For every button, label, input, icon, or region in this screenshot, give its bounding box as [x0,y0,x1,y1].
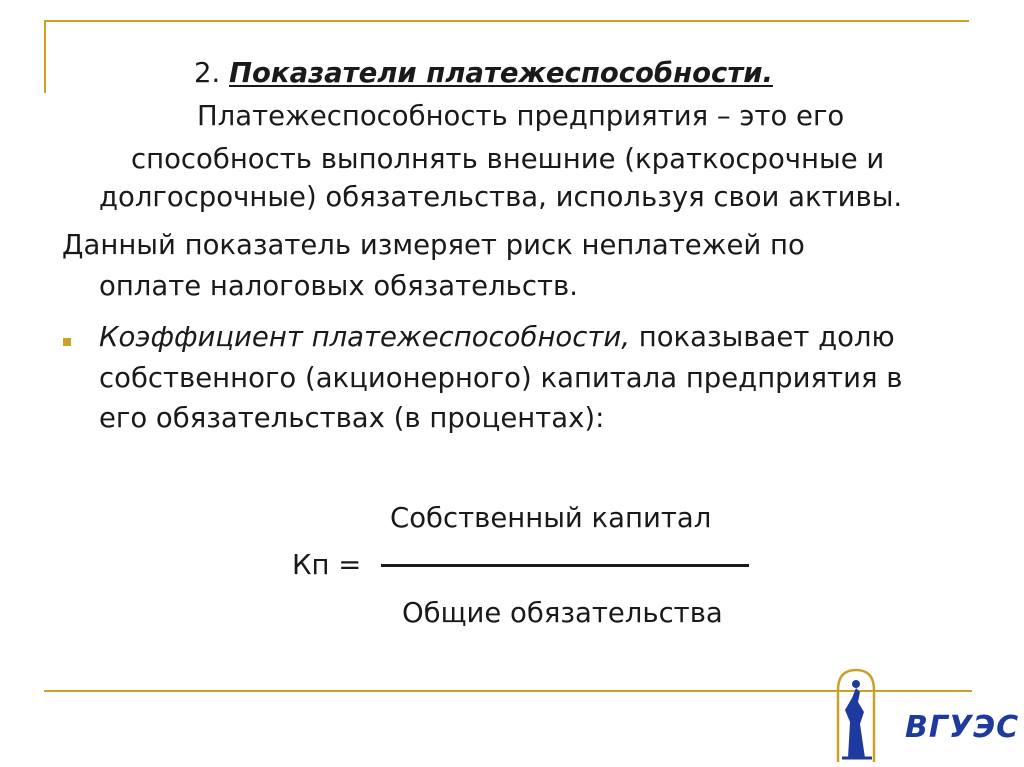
measure-line-1: Данный показатель измеряет риск неплатежей по [62,229,805,261]
heading-number: 2. [194,57,221,89]
definition-line-3: долгосрочные) обязательства, используя свои активы. [99,181,903,213]
measure-line-2: оплате налоговых обязательств. [99,270,578,302]
logo-text: ВГУЭС [905,710,1020,745]
formula-numerator: Собственный капитал [390,502,712,534]
bullet-line-1-rest: показывает долю [630,321,895,353]
bullet-line-1 [99,321,895,354]
top-divider [44,20,969,22]
heading-title: Показатели платежеспособности. [229,57,773,89]
slide-heading [194,57,773,90]
definition-line-1: Платежеспособность предприятия – это его [197,100,845,132]
bullet-line-2: собственного (акционерного) капитала предприятия в [99,362,903,394]
bullet-marker [63,338,71,346]
left-divider [44,20,46,93]
bullet-line-3: его обязательствах (в процентах): [99,402,605,434]
formula-lhs: Кп = [292,549,362,581]
definition-line-2: способность выполнять внешние (краткосрочные и [131,143,885,175]
coefficient-term: Коэффициент платежеспособности, [99,321,631,353]
formula-denominator: Общие обязательства [402,597,723,629]
fraction-bar [381,564,749,567]
